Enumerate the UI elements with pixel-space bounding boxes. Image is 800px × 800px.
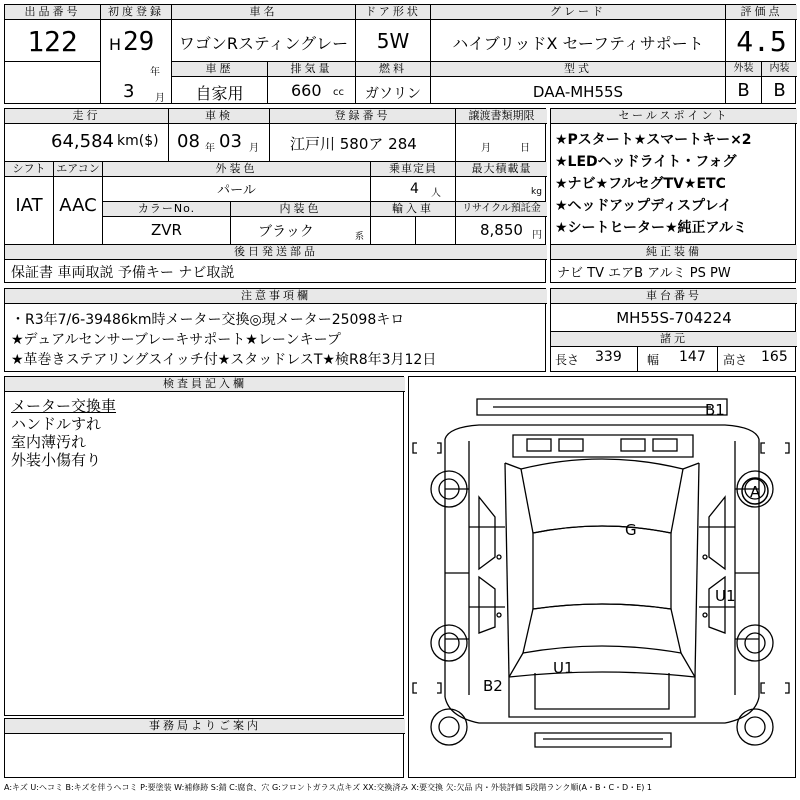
reg-month: 3: [123, 81, 135, 102]
note-1: ・R3年7/6-39486km時メーター交換◎現メーター25098キロ: [11, 312, 405, 328]
color-no-label: カラーNo.: [103, 202, 230, 217]
load-label: 最大積載量: [456, 162, 547, 177]
grade: ハイブリッドX セーフティサポート: [452, 34, 704, 53]
car-diagram: [409, 377, 794, 776]
vehicle-details-block: [4, 108, 546, 283]
height-label: 高さ: [723, 353, 748, 367]
inspector-note-3: 室内薄汚れ: [11, 433, 87, 451]
engine-cc: 660: [291, 81, 322, 100]
cc-label: 排気量: [268, 62, 355, 77]
mileage-unit: km($): [117, 133, 159, 149]
inspector-note-1: メーター交換車: [11, 397, 117, 415]
plate-label: 登録番号: [270, 109, 455, 124]
note-2: ★デュアルセンサーブレーキサポート★レーンキープ: [11, 332, 341, 348]
selling-point-1: ★Pスタート★スマートキー×2: [555, 132, 752, 148]
color-label: 外装色: [103, 162, 370, 177]
damage-mark-g: G: [625, 521, 637, 539]
ext-grade-label: 外装: [726, 62, 761, 77]
cc-unit: cc: [333, 87, 344, 98]
lot-label: 出品番号: [5, 5, 100, 20]
car-diagram-block: [408, 376, 796, 778]
selling-points-block: [550, 108, 796, 283]
fuel-label: 燃料: [356, 62, 430, 77]
damage-mark-a: A: [750, 483, 761, 501]
inspection-year: 08: [177, 131, 200, 152]
notes-block: [4, 288, 546, 372]
inspector-label: 検査員記入欄: [5, 377, 405, 392]
shift: IAT: [15, 195, 43, 216]
reg-year-unit: 年: [150, 67, 160, 78]
int-grade: B: [773, 80, 786, 101]
length-value: 339: [595, 349, 622, 365]
equipment-label: 純正装備: [551, 245, 797, 260]
inspector-block: [4, 376, 404, 716]
fuel: ガソリン: [365, 86, 421, 102]
score: 4.5: [736, 25, 787, 58]
selling-point-4: ★ヘッドアップディスプレイ: [555, 198, 732, 214]
inspection-month: 03: [219, 131, 242, 152]
recycle-label: リサイクル預託金: [456, 202, 547, 217]
first-reg-label: 初度登録: [101, 5, 171, 20]
later-parts-label: 後日発送部品: [5, 245, 547, 260]
height-value: 165: [761, 349, 788, 365]
chassis-label: 車台番号: [551, 289, 797, 304]
lot-number: 122: [27, 25, 78, 58]
damage-mark-u1-side: U1: [715, 587, 736, 605]
int-grade-label: 内装: [762, 62, 797, 77]
length-label: 長さ: [555, 353, 580, 367]
door-type: 5W: [376, 29, 410, 53]
car-name: ワゴンRスティングレー: [178, 34, 349, 53]
mileage: 64,584: [51, 131, 114, 152]
chassis-number: MH55S-704224: [616, 309, 732, 327]
selling-point-2: ★LEDヘッドライト・フォグ: [555, 154, 737, 170]
load-unit: kg: [531, 187, 542, 197]
model-code: DAA-MH55S: [532, 83, 624, 101]
equipment: ナビ TV エアB アルミ PS PW: [557, 266, 731, 281]
later-parts: 保証書 車両取説 予備キー ナビ取説: [11, 265, 235, 281]
selling-point-3: ★ナビ★フルセグTV★ETC: [555, 176, 726, 192]
ac: AAC: [59, 195, 97, 216]
int-color-unit: 系: [355, 232, 365, 242]
ac-label: エアコン: [54, 162, 102, 177]
recycle-fee: 8,850: [480, 221, 523, 239]
width-value: 147: [679, 349, 706, 365]
car-name-label: 車名: [172, 5, 355, 20]
inspector-note-4: 外装小傷有り: [11, 451, 102, 469]
damage-mark-b1: B1: [705, 401, 725, 419]
door-label: ドア形状: [356, 5, 430, 20]
inspector-note-2: ハンドルすれ: [11, 415, 102, 433]
damage-legend: A:キズ U:ヘコミ B:キズを伴うヘコミ P:要塗装 W:補修跡 S:錆 C:腐食、穴 G:フロントガラス点キズ XX:交換済み X:要交換 欠:欠品 内・外装評価 5段階ランク順(A・B・C・D・E) 1: [4, 783, 653, 792]
shift-label: シフト: [5, 162, 53, 177]
chassis-block: [550, 288, 796, 372]
selling-point-5: ★シートヒーター★純正アルミ: [555, 220, 747, 236]
capacity: 4: [410, 181, 419, 197]
reg-year: 29: [123, 27, 155, 57]
damage-mark-u1-rear: U1: [553, 659, 574, 677]
ext-grade: B: [737, 80, 750, 101]
color-number: ZVR: [151, 221, 182, 239]
history: 自家用: [195, 84, 244, 103]
exterior-color: パール: [217, 183, 256, 198]
interior-color: ブラック: [258, 224, 314, 240]
inspection-month-unit: 月: [249, 143, 259, 154]
header-block: [4, 4, 796, 104]
history-label: 車歴: [172, 62, 267, 77]
era: H: [109, 35, 122, 54]
dims-label: 諸元: [551, 332, 797, 347]
transfer-day: 日: [520, 143, 530, 154]
width-label: 幅: [647, 353, 660, 367]
recycle-unit: 円: [532, 230, 542, 241]
damage-mark-b2: B2: [483, 677, 503, 695]
reg-month-unit: 月: [155, 93, 165, 104]
inspection-year-unit: 年: [205, 143, 215, 154]
capacity-unit: 人: [431, 188, 441, 199]
mileage-label: 走行: [5, 109, 168, 124]
note-3: ★革巻きステアリングスイッチ付★スタッドレスT★検R8年3月12日: [11, 352, 437, 368]
capacity-label: 乗車定員: [371, 162, 455, 177]
int-color-label: 内装色: [231, 202, 370, 217]
transfer-label: 譲渡書類期限: [456, 109, 547, 124]
notes-label: 注意事項欄: [5, 289, 547, 304]
selling-points-label: セールスポイント: [551, 109, 797, 124]
office-label: 事務局よりご案内: [5, 719, 405, 734]
plate-number: 江戸川 580ア 284: [290, 135, 417, 153]
score-label: 評価点: [726, 5, 797, 20]
transfer-month: 月: [481, 143, 491, 154]
grade-label: グレード: [431, 5, 725, 20]
model-label: 型式: [431, 62, 725, 77]
office-block: [4, 718, 404, 778]
import-label: 輸入車: [371, 202, 455, 217]
inspection-label: 車検: [169, 109, 269, 124]
